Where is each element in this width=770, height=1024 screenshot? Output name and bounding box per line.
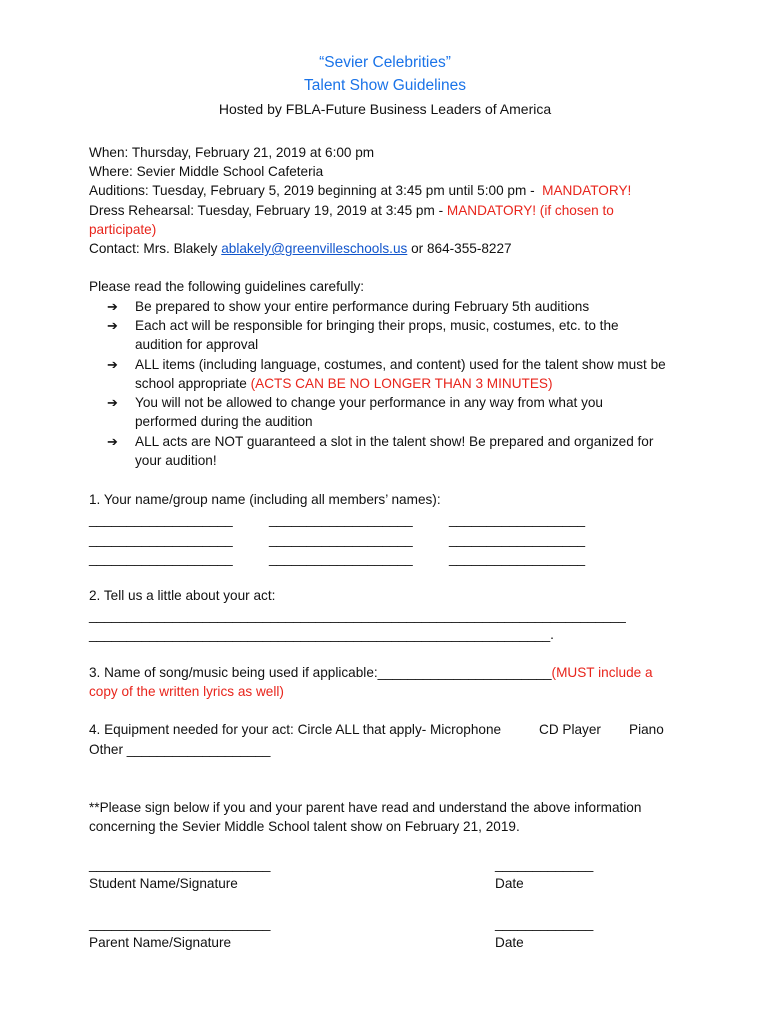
- rehearsal-text: Dress Rehearsal: Tuesday, February 19, 2019 at 3:45 pm -: [89, 203, 444, 218]
- contact-line: [89, 239, 512, 258]
- time-limit-note: (ACTS CAN BE NO LONGER THAN 3 MINUTES): [250, 376, 553, 391]
- arrow-bullet-icon: ➔: [107, 434, 118, 449]
- sign-statement-line-2: concerning the Sevier Middle School talent show on February 21, 2019.: [89, 819, 520, 834]
- question-3: [89, 663, 653, 682]
- guideline-item-3-text: school appropriate: [135, 376, 247, 391]
- arrow-bullet-icon: ➔: [107, 318, 118, 333]
- question-4: 4. Equipment needed for your act: Circle ALL that apply- Microphone: [89, 722, 502, 737]
- guideline-item-2-cont: audition for approval: [135, 337, 259, 352]
- parent-signature-label: Parent Name/Signature: [89, 935, 232, 950]
- student-signature-line[interactable]: ________________________: [89, 857, 271, 872]
- name-blank[interactable]: ___________________: [89, 551, 233, 566]
- student-date-label: Date: [495, 876, 524, 891]
- parent-date-line[interactable]: _____________: [495, 916, 594, 931]
- hosted-by: Hosted by FBLA-Future Business Leaders of America: [218, 101, 552, 117]
- question-3-text: 3. Name of song/music being used if applicable:_______________________: [89, 665, 552, 680]
- question-1: 1. Your name/group name (including all members’ names):: [89, 492, 441, 507]
- parent-date-label: Date: [495, 935, 524, 950]
- rehearsal-line: [89, 201, 614, 220]
- act-description-line-1[interactable]: _______________________________________________________________________: [89, 608, 626, 623]
- name-blank[interactable]: __________________: [449, 532, 586, 547]
- when-line: When: Thursday, February 21, 2019 at 6:00 pm: [89, 145, 375, 160]
- question-2: 2. Tell us a little about your act:: [89, 588, 276, 603]
- where-line: Where: Sevier Middle School Cafeteria: [89, 164, 324, 179]
- guidelines-intro: Please read the following guidelines carefully:: [89, 279, 365, 294]
- student-signature-label: Student Name/Signature: [89, 876, 238, 891]
- guideline-item-3: ALL items (including language, costumes, and content) used for the talent show must be: [135, 357, 666, 372]
- name-blank[interactable]: ___________________: [89, 532, 233, 547]
- student-date-line[interactable]: _____________: [495, 857, 594, 872]
- parent-signature-line[interactable]: ________________________: [89, 916, 271, 931]
- option-other[interactable]: Other ___________________: [89, 742, 271, 757]
- guideline-item-1: Be prepared to show your entire performance during February 5th auditions: [135, 299, 590, 314]
- name-blank[interactable]: ___________________: [269, 532, 413, 547]
- arrow-bullet-icon: ➔: [107, 395, 118, 410]
- name-blank[interactable]: ___________________: [89, 512, 233, 527]
- guideline-item-5: ALL acts are NOT guaranteed a slot in the talent show! Be prepared and organized for: [135, 434, 654, 449]
- auditions-line: [89, 181, 631, 200]
- arrow-bullet-icon: ➔: [107, 357, 118, 372]
- contact-email-link[interactable]: ablakely@greenvilleschools.us: [221, 241, 408, 256]
- rehearsal-note-continued: participate): [89, 222, 157, 237]
- rehearsal-mandatory: MANDATORY! (if chosen to: [446, 203, 614, 218]
- guideline-item-4: You will not be allowed to change your performance in any way from what you: [135, 395, 603, 410]
- guideline-item-4-cont: performed during the audition: [135, 414, 313, 429]
- title-line-2: Talent Show Guidelines: [304, 77, 466, 94]
- name-blank[interactable]: ___________________: [269, 512, 413, 527]
- name-blank[interactable]: __________________: [449, 551, 586, 566]
- guideline-item-3-cont: [135, 374, 553, 393]
- option-piano[interactable]: Piano: [629, 722, 664, 737]
- contact-prefix: Contact: Mrs. Blakely: [89, 241, 218, 256]
- auditions-mandatory: MANDATORY!: [542, 183, 632, 198]
- name-blank[interactable]: __________________: [449, 512, 586, 527]
- contact-suffix: or 864-355-8227: [411, 241, 512, 256]
- guideline-item-2: Each act will be responsible for bringing their props, music, costumes, etc. to the: [135, 318, 619, 333]
- arrow-bullet-icon: ➔: [107, 299, 118, 314]
- name-blank[interactable]: ___________________: [269, 551, 413, 566]
- title-line-1: “Sevier Celebrities”: [319, 54, 451, 71]
- act-description-line-2[interactable]: _____________________________________________________________.: [89, 627, 554, 642]
- guideline-item-5-cont: your audition!: [135, 453, 217, 468]
- sign-statement-line-1: **Please sign below if you and your parent have read and understand the above information: [89, 800, 642, 815]
- lyrics-note-cont: copy of the written lyrics as well): [89, 684, 284, 699]
- lyrics-note: (MUST include a: [551, 665, 653, 680]
- option-cd-player[interactable]: CD Player: [539, 722, 601, 737]
- auditions-text: Auditions: Tuesday, February 5, 2019 beginning at 3:45 pm until 5:00 pm -: [89, 183, 535, 198]
